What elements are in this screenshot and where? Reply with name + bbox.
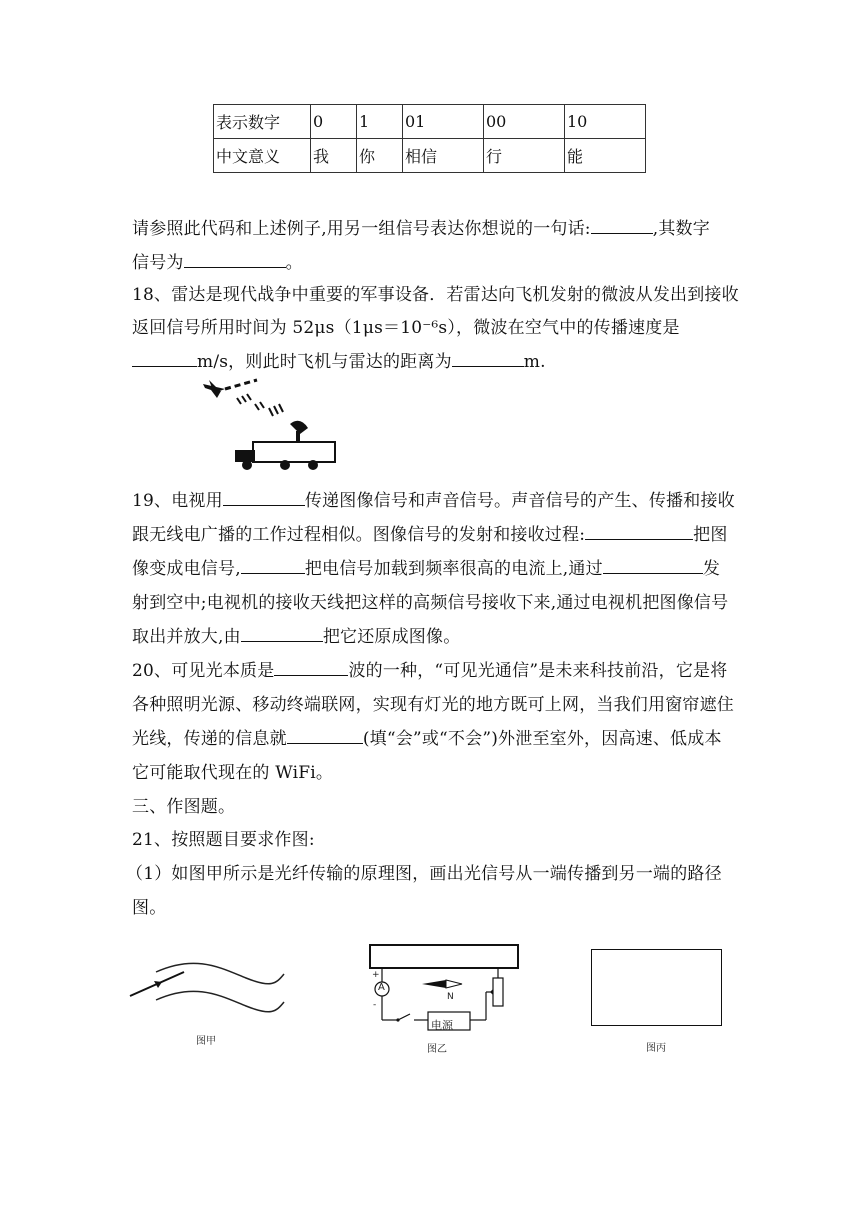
q19-line2 (132, 520, 728, 545)
radar-plane-illustration (195, 376, 345, 471)
table-cell: 相信 (403, 139, 484, 173)
table-cell: 00 (484, 105, 565, 139)
q17-text: 信号为 (132, 253, 184, 273)
q17-line2 (132, 248, 303, 273)
q21-part1-line1: （1）如图甲所示是光纤传输的原理图，画出光信号从一端传播到另一端的路径 (126, 864, 722, 884)
table-row (214, 105, 646, 139)
table-cell: 0 (311, 105, 357, 139)
minus-label: - (373, 1000, 377, 1010)
answer-blank[interactable] (591, 217, 653, 234)
q20-line4: 它可能取代现在的 WiFi。 (132, 763, 334, 783)
q19-line5 (132, 622, 460, 647)
q19-text: 把它还原成图像。 (322, 627, 461, 647)
answer-blank[interactable] (132, 350, 197, 367)
table-cell: 10 (565, 105, 646, 139)
q18-line3 (132, 347, 546, 372)
q17-text: 请参照此代码和上述例子,用另一组信号表达你想说的一句话: (132, 219, 591, 239)
optical-fiber-figure (126, 960, 286, 1020)
q18-line1: 18、雷达是现代战争中重要的军事设备．若雷达向飞机发射的微波从发出到接收 (132, 285, 739, 305)
radar-truck-icon (235, 421, 335, 470)
q20-line2: 各种照明光源、移动终端联网，实现有灯光的地方既可上网，当我们用窗帘遮住 (132, 695, 734, 715)
q19-text: 跟无线电广播的工作过程相似。图像信号的发射和接收过程: (132, 525, 586, 545)
caption-bing: 图丙 (646, 1043, 666, 1054)
table-cell: 中文意义 (214, 139, 311, 173)
table-cell: 能 (565, 139, 646, 173)
q20-line3 (132, 724, 722, 749)
q20-text: (填“会”或“不会”)外泄至室外，因高速、低成本 (362, 729, 722, 749)
q19-text: 传递图像信号和声音信号。声音信号的产生、传播和接收 (304, 491, 735, 511)
table-cell: 表示数字 (214, 105, 311, 139)
table-cell: 01 (403, 105, 484, 139)
answer-blank[interactable] (274, 659, 348, 676)
ammeter-label: A (378, 982, 385, 993)
q19-line4: 射到空中;电视机的接收天线把这样的高频信号接收下来,通过电视机把图像信号 (132, 593, 729, 613)
answer-blank[interactable] (223, 489, 305, 506)
blank-drawing-box[interactable] (591, 949, 722, 1026)
table-cell: 1 (357, 105, 403, 139)
answer-blank[interactable] (287, 727, 363, 744)
section-heading: 三、作图题。 (132, 797, 236, 817)
table-cell: 行 (484, 139, 565, 173)
table-row (214, 139, 646, 173)
rheostat-icon (493, 978, 503, 1006)
q18-text: m/s，则此时飞机与雷达的距离为 (197, 352, 452, 372)
power-label: 电源 (431, 1019, 453, 1032)
q19-line3 (132, 554, 720, 579)
q17-text: 。 (285, 253, 303, 273)
q17-text: ,其数字 (652, 219, 710, 239)
answer-blank[interactable] (585, 523, 693, 540)
q17-line1 (132, 214, 710, 239)
plus-label: + (372, 970, 380, 980)
answer-blank[interactable] (452, 350, 524, 367)
q19-line1 (132, 486, 735, 511)
q19-text: 把电信号加载到频率很高的电流上,通过 (304, 559, 603, 579)
caption-yi: 图乙 (427, 1044, 447, 1055)
switch-icon (398, 1014, 410, 1020)
microwave-signal-icon (237, 394, 283, 416)
caption-jia: 图甲 (196, 1036, 216, 1047)
q20-text: 波的一种，“可见光通信”是未来科技前沿，它是将 (348, 661, 728, 681)
table-cell: 你 (357, 139, 403, 173)
q20-text: 20、可见光本质是 (132, 661, 275, 681)
compass-needle-icon (422, 980, 446, 988)
q18-line2: 返回信号所用时间为 52μs（1μs＝10⁻⁶s），微波在空气中的传播速度是 (132, 318, 680, 338)
north-label: N (447, 992, 454, 1002)
q21-title: 21、按照题目要求作图: (132, 830, 315, 850)
solenoid-bar (370, 945, 518, 968)
answer-blank[interactable] (184, 251, 286, 268)
answer-blank[interactable] (241, 557, 305, 574)
answer-blank[interactable] (603, 557, 703, 574)
q20-text: 光线，传递的信息就 (132, 729, 287, 749)
q19-text: 发 (702, 559, 721, 579)
q19-text: 把图 (693, 525, 728, 545)
q19-text: 取出并放大,由 (132, 627, 241, 647)
q19-text: 像变成电信号, (132, 559, 241, 579)
table-cell: 我 (311, 139, 357, 173)
answer-blank[interactable] (241, 625, 323, 642)
q21-part1-line2: 图。 (132, 898, 167, 918)
q18-text: m. (523, 352, 546, 372)
q20-line1 (132, 656, 727, 681)
code-table (213, 104, 646, 173)
q19-text: 19、电视用 (132, 491, 223, 511)
